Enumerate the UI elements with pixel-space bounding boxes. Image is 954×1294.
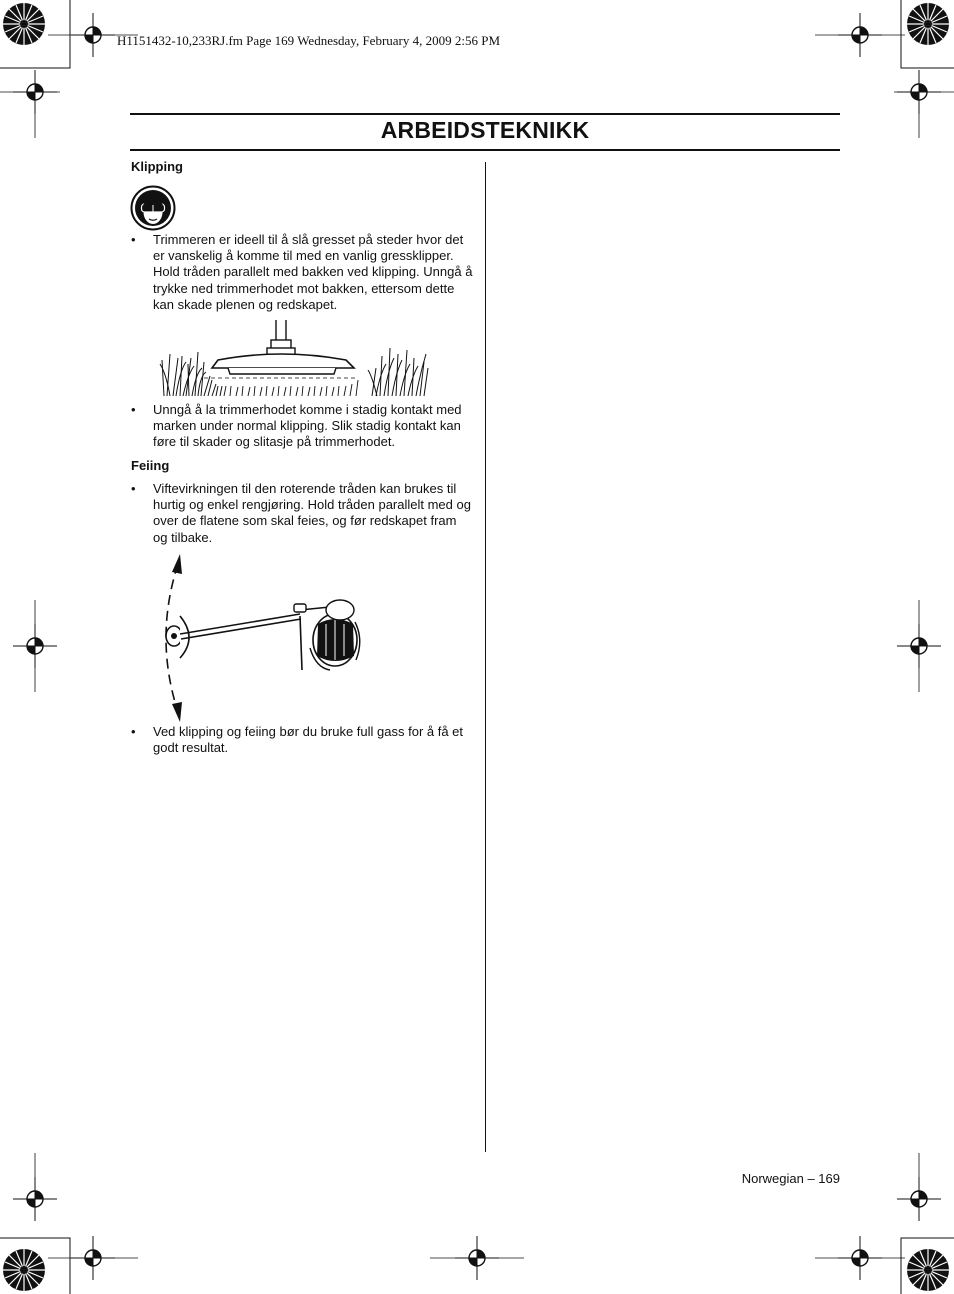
safety-goggles-icon xyxy=(130,185,176,231)
bullet-klipping-1 xyxy=(131,232,473,313)
page-footer: Norwegian – 169 xyxy=(741,1171,840,1186)
page-title: ARBEIDSTEKNIKK xyxy=(380,117,590,143)
column-divider xyxy=(485,162,486,1152)
bullet-text: Viftevirkningen til den roterende tråden kan brukes til hurtig og enkel rengjøring. Hold tråden parallelt med og over de flatene som skal feies, og før redskapet fram og tilbake. xyxy=(153,481,471,545)
bullet-marker: • xyxy=(131,724,136,739)
title-rule-bottom xyxy=(130,149,840,151)
bullet-feiing-2 xyxy=(131,724,473,756)
bullet-marker: • xyxy=(131,232,136,247)
bullet-text: Unngå å la trimmerhodet komme i stadig kontakt med marken under normal klipping. Slik stadig kontakt kan føre til skader og slitasje på trimmerhodet. xyxy=(153,402,462,450)
bullet-klipping-2 xyxy=(131,402,473,451)
section-heading-klipping: Klipping xyxy=(131,159,183,174)
trimmer-sweeping-illustration xyxy=(150,552,370,724)
file-info-header: H1151432-10,233RJ.fm Page 169 Wednesday, February 4, 2009 2:56 PM xyxy=(117,33,501,48)
trimmer-cutting-illustration xyxy=(158,318,433,398)
bullet-marker: • xyxy=(131,481,136,496)
bullet-text: Ved klipping og feiing bør du bruke full gass for å få et godt resultat. xyxy=(153,724,464,756)
bullet-feiing-1 xyxy=(131,481,473,546)
section-heading-feiing: Feiing xyxy=(131,458,170,473)
title-rule-top xyxy=(130,113,840,115)
bullet-text: Trimmeren er ideell til å slå gresset på steder hvor det er vanskelig å komme til med en vanlig gressklipper. Hold tråden parallelt med bakken ved klipping. Unngå å trykke ned trimmerhodet mot bakken, ettersom dette kan skade plenen og redskapet. xyxy=(153,232,473,312)
bullet-marker: • xyxy=(131,402,136,417)
